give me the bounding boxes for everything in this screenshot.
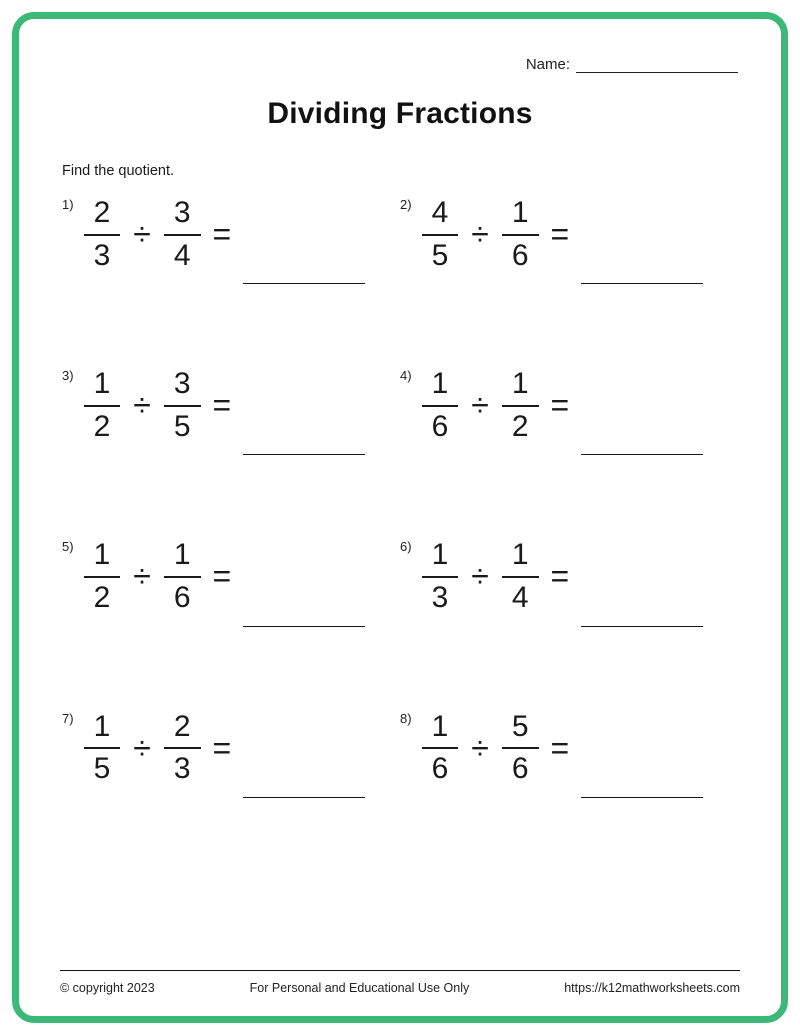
- footer: [60, 970, 740, 995]
- denominator: 5: [173, 409, 191, 443]
- name-label: Name:: [525, 56, 570, 73]
- fraction-divisor: [164, 366, 201, 445]
- expression: [84, 709, 366, 788]
- problem-number: 2): [400, 197, 412, 212]
- problem-2: [400, 195, 738, 274]
- fraction-dividend: [84, 709, 121, 788]
- divide-sign: ÷: [471, 558, 489, 595]
- copyright-text: © copyright 2023: [60, 981, 155, 995]
- fraction-dividend: [422, 537, 459, 616]
- fraction-dividend: [84, 537, 121, 616]
- expression: [84, 537, 366, 616]
- answer-blank[interactable]: [243, 797, 365, 798]
- numerator: 1: [502, 366, 539, 407]
- denominator: 2: [93, 580, 111, 614]
- footer-divider: [60, 970, 740, 971]
- denominator: 4: [511, 580, 529, 614]
- fraction-dividend: [422, 709, 459, 788]
- usage-text: For Personal and Educational Use Only: [249, 981, 470, 995]
- denominator: 2: [511, 409, 529, 443]
- denominator: 3: [431, 580, 449, 614]
- instruction-text: Find the quotient.: [62, 163, 175, 179]
- denominator: 2: [93, 409, 111, 443]
- answer-blank[interactable]: [581, 283, 703, 284]
- name-blank[interactable]: [576, 57, 738, 73]
- problem-3: [62, 366, 400, 445]
- problem-6: [400, 537, 738, 616]
- expression: [422, 366, 704, 445]
- equals-sign: =: [212, 558, 232, 595]
- fraction-divisor: [502, 366, 539, 445]
- denominator: 6: [431, 409, 449, 443]
- expression: [422, 709, 704, 788]
- denominator: 6: [511, 752, 529, 786]
- numerator: 1: [84, 537, 121, 578]
- fraction-divisor: [502, 195, 539, 274]
- numerator: 1: [84, 366, 121, 407]
- equals-sign: =: [550, 387, 570, 424]
- denominator: 3: [93, 238, 111, 272]
- numerator: 1: [164, 537, 201, 578]
- answer-blank[interactable]: [581, 797, 703, 798]
- name-row: [62, 56, 738, 73]
- denominator: 6: [431, 752, 449, 786]
- fraction-dividend: [422, 195, 459, 274]
- answer-blank[interactable]: [243, 454, 365, 455]
- equals-sign: =: [212, 216, 232, 253]
- numerator: 2: [84, 195, 121, 236]
- equals-sign: =: [550, 729, 570, 766]
- divide-sign: ÷: [471, 387, 489, 424]
- divide-sign: ÷: [133, 729, 151, 766]
- numerator: 1: [422, 709, 459, 750]
- answer-blank[interactable]: [581, 626, 703, 627]
- numerator: 5: [502, 709, 539, 750]
- divide-sign: ÷: [133, 558, 151, 595]
- problem-1: [62, 195, 400, 274]
- fraction-dividend: [84, 195, 121, 274]
- divide-sign: ÷: [133, 216, 151, 253]
- denominator: 3: [173, 752, 191, 786]
- equals-sign: =: [212, 387, 232, 424]
- worksheet-content: [62, 56, 738, 788]
- website-link[interactable]: https://k12mathworksheets.com: [564, 981, 740, 995]
- fraction-divisor: [164, 195, 201, 274]
- page-title: Dividing Fractions: [267, 97, 533, 130]
- problem-8: [400, 709, 738, 788]
- denominator: 5: [93, 752, 111, 786]
- expression: [84, 366, 366, 445]
- fraction-divisor: [502, 709, 539, 788]
- fraction-dividend: [84, 366, 121, 445]
- fraction-divisor: [164, 537, 201, 616]
- denominator: 4: [173, 238, 191, 272]
- numerator: 1: [422, 366, 459, 407]
- divide-sign: ÷: [471, 729, 489, 766]
- answer-blank[interactable]: [581, 454, 703, 455]
- numerator: 2: [164, 709, 201, 750]
- denominator: 6: [173, 580, 191, 614]
- problems-grid: [62, 195, 738, 788]
- numerator: 1: [422, 537, 459, 578]
- numerator: 3: [164, 366, 201, 407]
- denominator: 6: [511, 238, 529, 272]
- problem-number: 8): [400, 710, 412, 726]
- expression: [84, 195, 366, 274]
- expression: [422, 195, 704, 274]
- problem-7: [62, 709, 400, 788]
- answer-blank[interactable]: [243, 626, 365, 627]
- equals-sign: =: [212, 729, 232, 766]
- numerator: 1: [502, 537, 539, 578]
- denominator: 5: [431, 238, 449, 272]
- equals-sign: =: [550, 216, 570, 253]
- numerator: 1: [502, 195, 539, 236]
- equals-sign: =: [550, 558, 570, 595]
- divide-sign: ÷: [133, 387, 151, 424]
- numerator: 4: [422, 195, 459, 236]
- footer-row: [60, 981, 740, 995]
- problem-number: 3): [62, 368, 74, 384]
- expression: [422, 537, 704, 616]
- problem-number: 1): [62, 197, 74, 212]
- numerator: 3: [164, 195, 201, 236]
- divide-sign: ÷: [471, 216, 489, 253]
- problem-number: 6): [400, 539, 412, 555]
- numerator: 1: [84, 709, 121, 750]
- answer-blank[interactable]: [243, 283, 365, 284]
- fraction-divisor: [502, 537, 539, 616]
- problem-5: [62, 537, 400, 616]
- fraction-dividend: [422, 366, 459, 445]
- problem-number: 5): [62, 539, 74, 555]
- problem-4: [400, 366, 738, 445]
- fraction-divisor: [164, 709, 201, 788]
- problem-number: 7): [62, 710, 74, 726]
- problem-number: 4): [400, 368, 412, 384]
